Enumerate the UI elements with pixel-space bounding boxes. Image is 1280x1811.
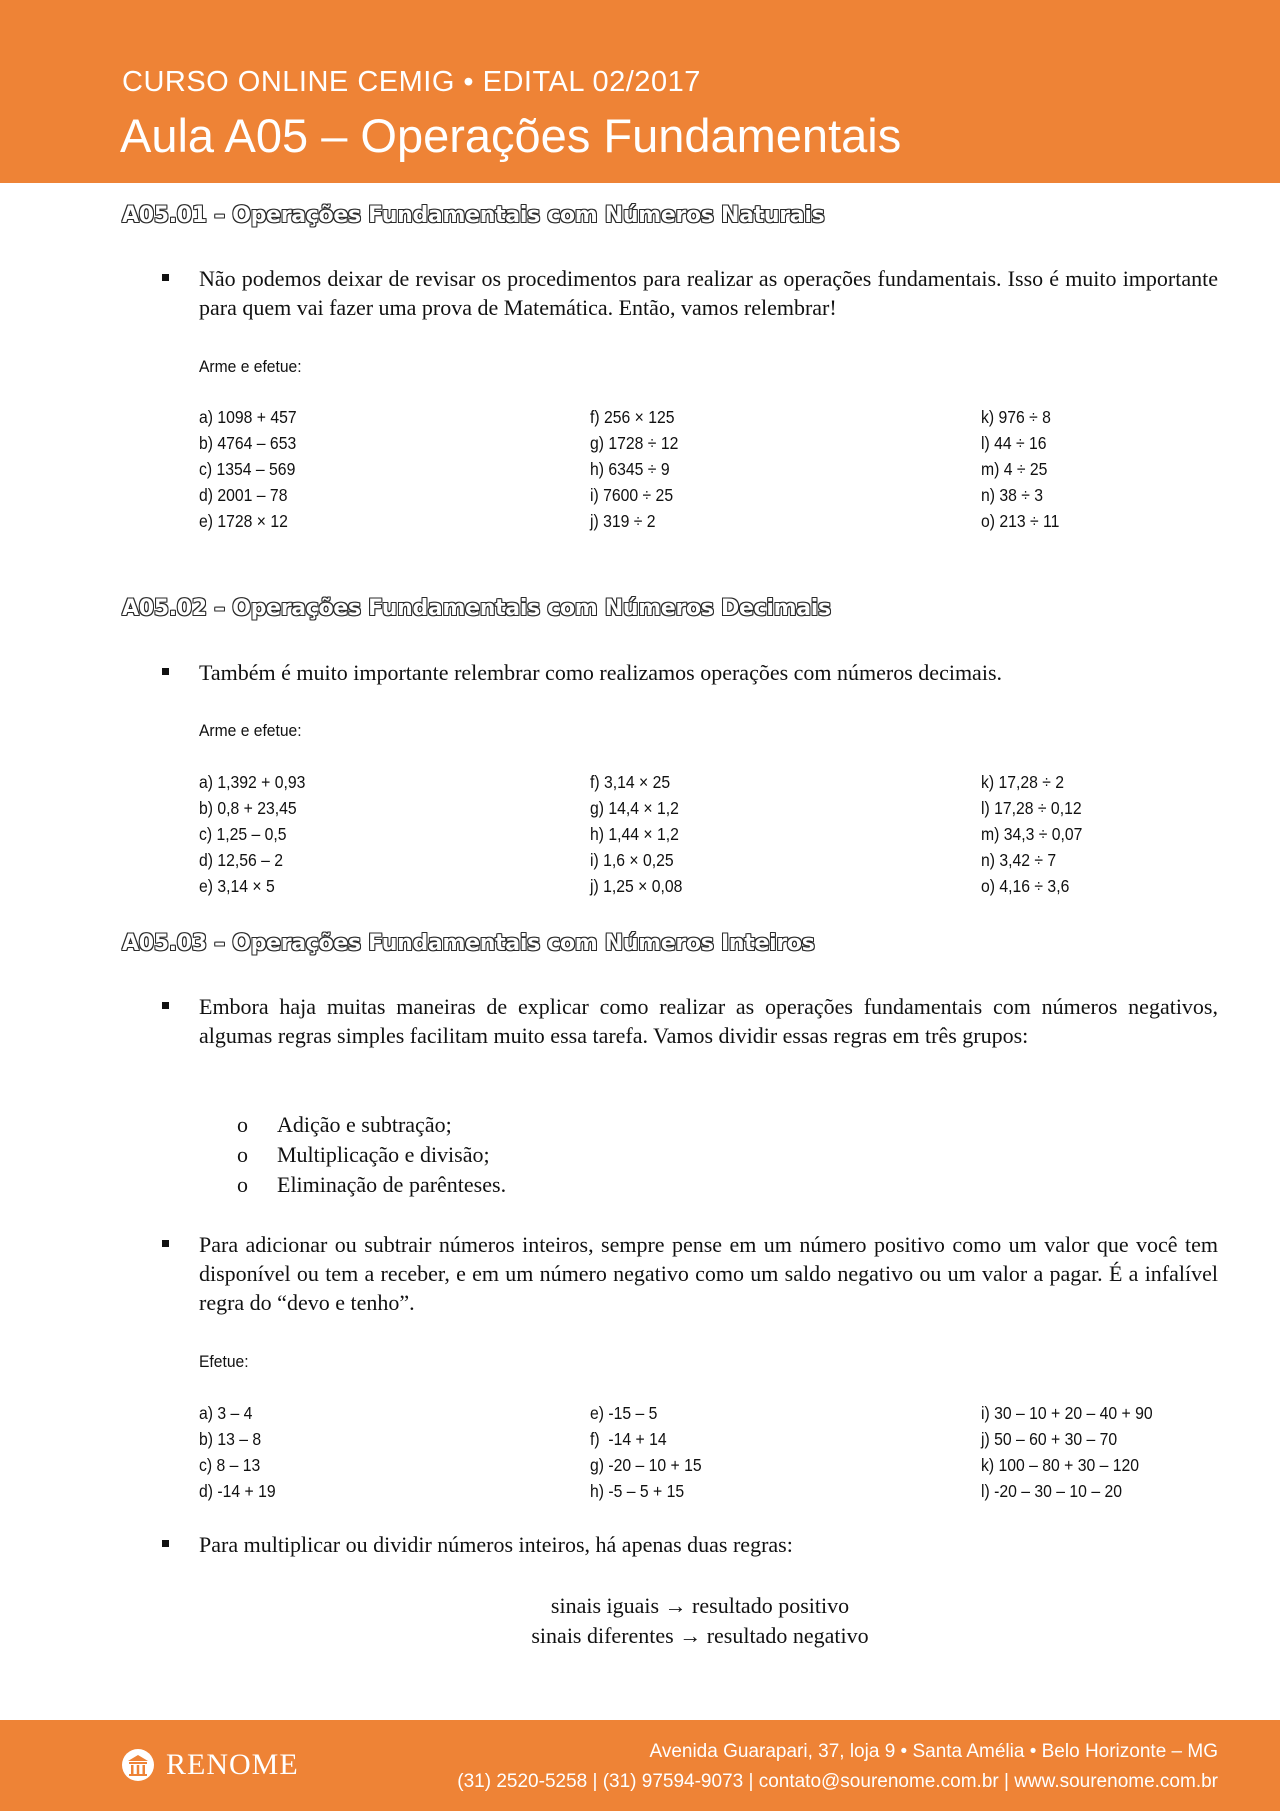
exercise-item: n) 38 ÷ 3 [981,485,1044,505]
exercise-item: m) 34,3 ÷ 0,07 [981,824,1083,844]
exercise-item: h) 1,44 × 1,2 [590,824,679,844]
exercise-item: e) 1728 × 12 [199,511,288,531]
exercise-item: a) 3 – 4 [199,1403,253,1423]
section-paragraph: Também é muito importante relembrar como realizamos operações com números decimais. [199,660,1002,685]
exercise-item: k) 17,28 ÷ 2 [981,772,1065,792]
exercise-item: i) 30 – 10 + 20 – 40 + 90 [981,1403,1153,1423]
circle-bullet-icon: o [237,1172,248,1197]
exercise-item: j) 50 – 60 + 30 – 70 [981,1429,1118,1449]
exercise-item: l) 17,28 ÷ 0,12 [981,798,1082,818]
sign-rule-different: sinais diferentes → resultado negativo [531,1623,869,1648]
page-footer [0,1720,1280,1811]
exercise-item: o) 213 ÷ 11 [981,511,1060,531]
section-title-decimais: A05.02 – Operações Fundamentais com Números Decimais [122,596,831,621]
bullet-icon [162,1540,169,1547]
exercise-item: h) 6345 ÷ 9 [590,459,670,479]
exercise-column-1 [199,769,305,899]
exercise-item: d) -14 + 19 [199,1481,276,1501]
bullet-icon [162,1002,169,1009]
bullet-icon [162,668,169,675]
exercise-item: c) 1,25 – 0,5 [199,824,287,844]
footer-address: Avenida Guarapari, 37, loja 9 • Santa Amélia • Belo Horizonte – MG [649,1741,1218,1762]
exercise-column-3 [981,1400,1153,1504]
circle-bullet-icon: o [237,1112,248,1137]
exercise-column-2 [590,404,678,534]
bullet-icon [162,274,169,281]
exercise-item: c) 1354 – 569 [199,459,296,479]
section-paragraph: Para adicionar ou subtrair números inteiros, sempre pense em um número positivo como um valor que você tem disponível ou tem a receber, e em um número negativo como um saldo negativo ou um valor a pagar. É a infalível regra do “devo e tenho”. [199,1232,1218,1315]
exercise-item: o) 4,16 ÷ 3,6 [981,876,1070,896]
section-paragraph: Para multiplicar ou dividir números inteiros, há apenas duas regras: [199,1532,793,1557]
exercise-item: l) 44 ÷ 16 [981,433,1047,453]
exercise-column-3 [981,404,1059,534]
exercise-item: f) 3,14 × 25 [590,772,671,792]
exercise-column-2 [590,1400,702,1504]
exercise-item: b) 0,8 + 23,45 [199,798,297,818]
exercise-item: l) -20 – 30 – 10 – 20 [981,1481,1122,1501]
section-paragraph: Não podemos deixar de revisar os procedimentos para realizar as operações fundamentais. Isso é muito importante para quem vai fazer uma prova de Matemática. Então, vamos relembrar! [199,266,1218,320]
exercise-item: d) 12,56 – 2 [199,850,284,870]
course-name: CURSO ONLINE CEMIG • EDITAL 02/2017 [122,66,701,98]
exercise-item: f) 256 × 125 [590,407,675,427]
exercise-item: f) -14 + 14 [590,1429,667,1449]
exercise-item: k) 100 – 80 + 30 – 120 [981,1455,1140,1475]
page-header [0,0,1280,183]
exercise-item: b) 4764 – 653 [199,433,297,453]
exercise-item: e) -15 – 5 [590,1403,658,1423]
exercise-item: j) 1,25 × 0,08 [590,876,683,896]
exercise-item: g) -20 – 10 + 15 [590,1455,702,1475]
exercise-item: c) 8 – 13 [199,1455,261,1475]
section-paragraph: Embora haja muitas maneiras de explicar como realizar as operações fundamentais com números negativos, algumas regras simples facilitam muito essa tarefa. Vamos dividir essas regras em três grupos: [199,994,1218,1048]
exercise-instruction: Arme e efetue: [199,357,302,376]
exercise-instruction: Arme e efetue: [199,721,302,740]
exercise-item: a) 1098 + 457 [199,407,297,427]
exercise-column-1 [199,1400,276,1504]
page-title: Aula A05 – Operações Fundamentais [120,109,902,162]
exercise-instruction: Efetue: [199,1352,249,1371]
exercise-item: g) 14,4 × 1,2 [590,798,679,818]
exercise-item: h) -5 – 5 + 15 [590,1481,685,1501]
section-title-inteiros: A05.03 – Operações Fundamentais com Números Inteiros [122,931,815,956]
exercise-item: m) 4 ÷ 25 [981,459,1048,479]
exercise-item: g) 1728 ÷ 12 [590,433,679,453]
temple-icon [121,1748,155,1782]
bullet-icon [162,1240,169,1247]
sign-rule-equal: sinais iguais → resultado positivo [550,1593,850,1618]
exercise-item: a) 1,392 + 0,93 [199,772,306,792]
brand-logo-text: RENOME [166,1748,299,1781]
exercise-column-3 [981,769,1082,899]
footer-contact: (31) 2520-5258 | (31) 97594-9073 | contato@sourenome.com.br | www.sourenome.com.br [457,1771,1218,1792]
exercise-column-1 [199,404,297,534]
exercise-column-2 [590,769,682,899]
exercise-item: i) 1,6 × 0,25 [590,850,674,870]
exercise-item: d) 2001 – 78 [199,485,288,505]
circle-bullet-icon: o [237,1142,248,1167]
exercise-item: j) 319 ÷ 2 [590,511,656,531]
exercise-item: k) 976 ÷ 8 [981,407,1051,427]
section-title-naturais: A05.01 – Operações Fundamentais com Números Naturais [122,203,825,228]
exercise-item: i) 7600 ÷ 25 [590,485,674,505]
exercise-item: b) 13 – 8 [199,1429,262,1449]
sign-rules [340,1591,1060,1651]
exercise-item: n) 3,42 ÷ 7 [981,850,1057,870]
exercise-item: e) 3,14 × 5 [199,876,275,896]
